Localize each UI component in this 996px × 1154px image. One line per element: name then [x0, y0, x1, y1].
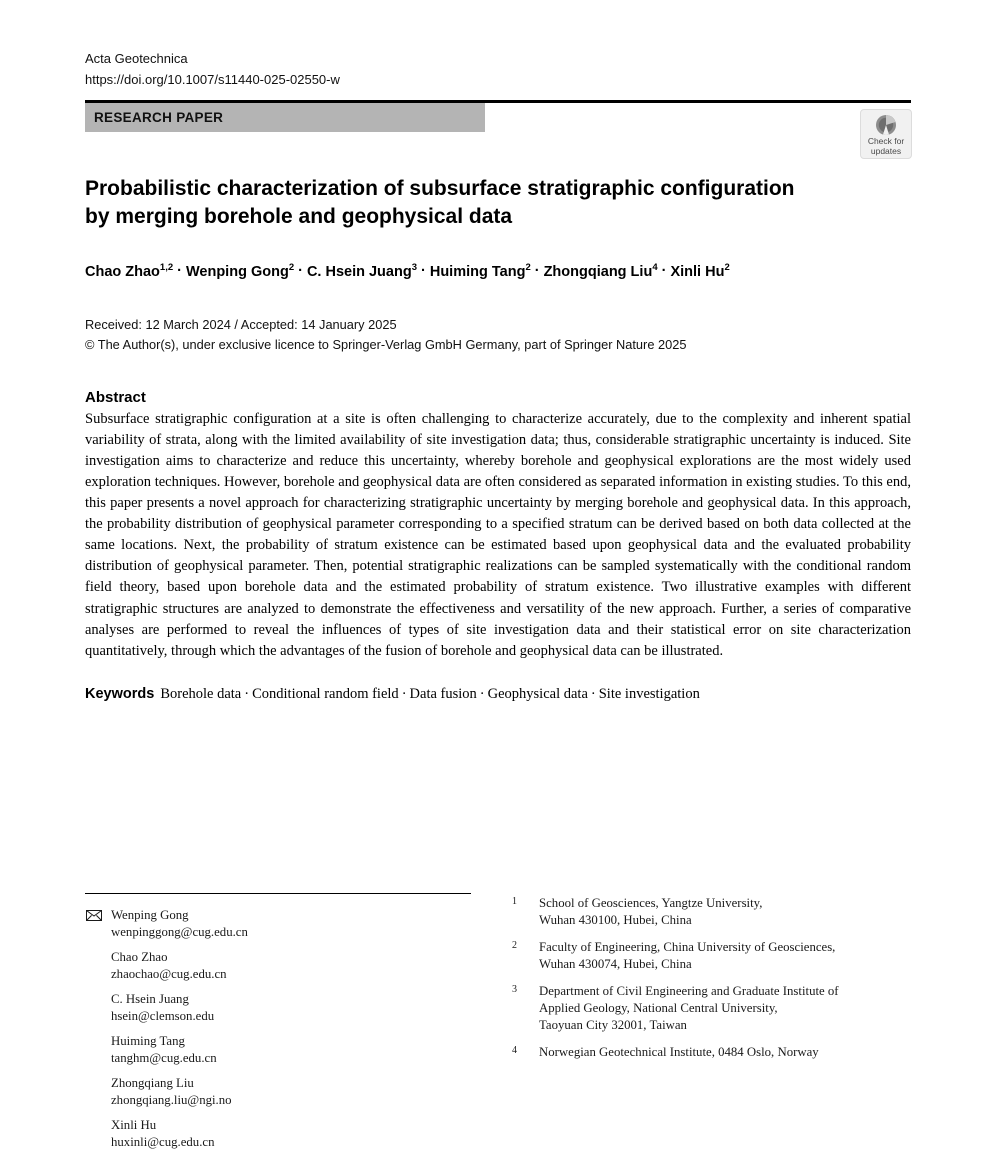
crossmark-icon: [874, 113, 898, 137]
affiliation-text: Faculty of Engineering, China University of Geosciences, Wuhan 430074, Hubei, China: [539, 940, 836, 971]
contact-email: wenpinggong@cug.edu.cn: [111, 925, 248, 939]
abstract-heading: Abstract: [85, 388, 146, 406]
keywords-heading: Keywords: [85, 685, 155, 702]
received-accepted-dates: Received: 12 March 2024 / Accepted: 14 January 2025: [85, 317, 397, 333]
author-separator: ·: [177, 263, 182, 280]
contact-email: hsein@clemson.edu: [111, 1009, 215, 1023]
contact-entry: [85, 949, 471, 983]
affiliation-entry: [509, 939, 912, 973]
contact-entry: [85, 991, 471, 1025]
affiliation-text: Department of Civil Engineering and Graduate Institute of Applied Geology, National Central University, Taoyuan City 32001, Taiwan: [539, 984, 839, 1032]
author-affil-ref: 3: [411, 261, 417, 273]
article-type-banner: RESEARCH PAPER: [85, 103, 485, 132]
correspondence-column: [85, 893, 471, 1154]
affiliation-number: 1: [512, 896, 517, 907]
affiliation-entry: [509, 1044, 912, 1061]
author-affil-ref: 2: [525, 261, 531, 273]
journal-name: Acta Geotechnica: [85, 51, 188, 66]
paper-title-line2: by merging borehole and geophysical data: [85, 204, 513, 228]
author-separator: ·: [298, 263, 303, 280]
author-name: C. Hsein Juang: [306, 263, 412, 280]
contact-name: Zhongqiang Liu: [111, 1076, 194, 1090]
author-separator: ·: [534, 263, 540, 280]
author-affil-ref: 1,2: [159, 261, 174, 273]
affiliation-text: School of Geosciences, Yangtze University, Wuhan 430100, Hubei, China: [539, 896, 763, 927]
keyword-separator: ·: [244, 685, 250, 702]
affiliations-column: [509, 893, 912, 1154]
keywords-line: [85, 686, 911, 703]
author-separator: ·: [421, 263, 426, 280]
keyword: Data fusion: [409, 685, 477, 702]
envelope-icon: [86, 909, 102, 926]
contact-name: Chao Zhao: [111, 950, 168, 964]
keyword: Borehole data: [160, 685, 242, 702]
affiliation-number: 3: [512, 984, 517, 995]
author-name: Huiming Tang: [429, 263, 526, 280]
paper-title: [85, 175, 911, 231]
author-affil-ref: 2: [724, 261, 730, 273]
contact-entry: [85, 1117, 471, 1151]
author-name: Xinli Hu: [670, 263, 725, 280]
check-for-updates-badge[interactable]: [860, 109, 912, 159]
contact-name: C. Hsein Juang: [111, 992, 189, 1006]
keyword: Geophysical data: [487, 685, 588, 702]
contact-email: zhongqiang.liu@ngi.no: [111, 1093, 232, 1107]
contact-entry: [85, 1033, 471, 1067]
contact-email: tanghm@cug.edu.cn: [111, 1051, 217, 1065]
contact-entry: [85, 907, 471, 941]
keyword-separator: ·: [590, 685, 596, 702]
contact-email: zhaochao@cug.edu.cn: [111, 967, 227, 981]
keyword-separator: ·: [479, 685, 485, 702]
check-for-updates-label: Check for updates: [867, 136, 905, 156]
journal-header: [85, 0, 911, 91]
author-separator: ·: [661, 263, 667, 280]
copyright-line: © The Author(s), under exclusive licence to Springer-Verlag GmbH Germany, part of Springer Nature 2025: [85, 336, 687, 352]
contact-name: Xinli Hu: [111, 1118, 157, 1132]
footnote-area: [85, 893, 912, 1154]
affiliation-text: Norwegian Geotechnical Institute, 0484 Oslo, Norway: [539, 1045, 819, 1059]
author-name: Wenping Gong: [185, 263, 289, 280]
affiliation-number: 2: [512, 940, 517, 951]
keyword: Conditional random field: [252, 685, 399, 702]
author-affil-ref: 4: [652, 261, 658, 273]
author-line: [85, 262, 911, 280]
paper-title-line1: Probabilistic characterization of subsurface stratigraphic configuration: [85, 176, 795, 200]
contact-name: Wenping Gong: [111, 908, 189, 922]
author-name: Zhongqiang Liu: [543, 263, 653, 280]
keyword-separator: ·: [401, 685, 407, 702]
keyword: Site investigation: [598, 685, 700, 702]
contact-name: Huiming Tang: [111, 1034, 185, 1048]
contact-entry: [85, 1075, 471, 1109]
affiliation-number: 4: [512, 1045, 517, 1056]
abstract-text: Subsurface stratigraphic configuration at a site is often challenging to characterize accurately, due to the complexity and inherent spatial variability of strata, along with the limited availability of site investigation data; thus, considerable stratigraphic uncertainty is induced. Site investigation aims to characterize and reduce this uncertainty, whereby borehole and geophysical explorations are the most widely used exploration techniques. However, borehole and geophysical data are often considered as separated information in existing studies. To this end, this paper presents a novel approach for characterizing stratigraphic uncertainty by merging borehole and geophysical data. In this approach, the probability distribution of geophysical parameter corresponding to a specified stratum can be derived based on both data collected at the same locations. Next, the probability of stratum existence can be estimated based upon geophysical data and the evaluated probability distribution of geophysical parameter. Then, potential stratigraphic realizations can be sampled systematically with the conditional random field theory, based upon borehole data and the estimated probability of stratum existence. Two illustrative examples with different stratigraphic structures are analyzed to demonstrate the effectiveness and versatility of the new approach. Further, a series of comparative analyses are performed to reveal the influences of types of site investigation data and their statistical error on site characterization quantitatively, through which the advantages of the fusion of borehole and geophysical data can be illustrated.: [85, 410, 911, 659]
affiliation-entry: [509, 983, 912, 1034]
contact-email: huxinli@cug.edu.cn: [111, 1135, 215, 1149]
doi-link[interactable]: https://doi.org/10.1007/s11440-025-02550-w: [85, 71, 340, 87]
author-affil-ref: 2: [288, 261, 295, 273]
author-name: Chao Zhao: [85, 263, 160, 280]
affiliation-entry: [509, 895, 912, 929]
